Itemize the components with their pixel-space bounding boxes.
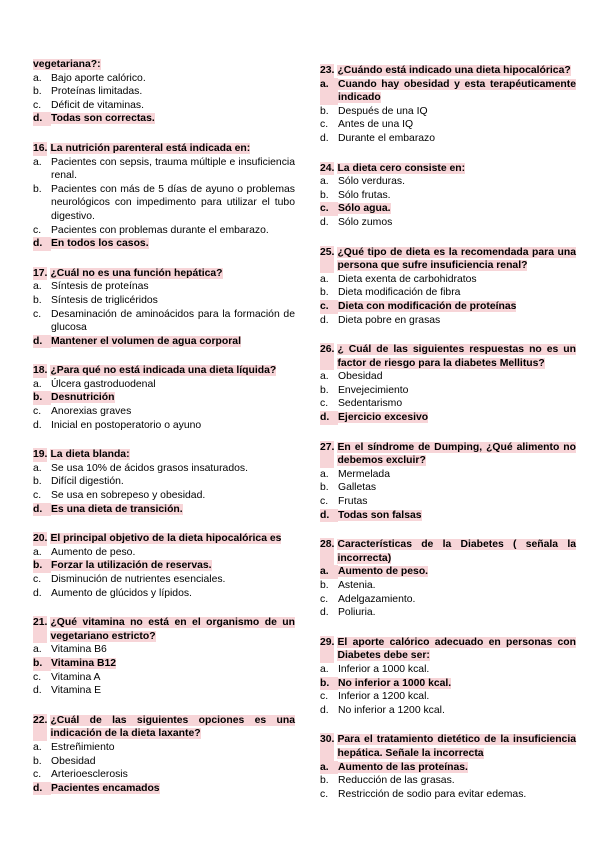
option-text: Durante el embarazo xyxy=(338,132,436,144)
question-q19 xyxy=(33,448,295,516)
option-letter: b. xyxy=(33,559,51,573)
option-text: Aumento de peso. xyxy=(338,566,429,578)
answer-option xyxy=(320,273,576,287)
question-stem xyxy=(320,441,576,468)
option-letter: d. xyxy=(33,782,51,796)
option-text: Todas son falsas xyxy=(338,509,422,521)
answer-option xyxy=(33,768,295,782)
option-text: Se usa en sobrepeso y obesidad. xyxy=(51,490,206,502)
question-text: Características de la Diabetes ( señala la incorrecta) xyxy=(337,539,576,564)
answer-option xyxy=(33,419,295,433)
option-text: Cuando hay obesidad y esta terapéuticamente indicado xyxy=(338,78,576,104)
answer-option xyxy=(320,788,576,802)
answer-option xyxy=(33,224,295,238)
answer-option xyxy=(33,85,295,99)
option-letter: a. xyxy=(320,468,329,480)
answer-option xyxy=(320,774,576,788)
option-letter: d. xyxy=(33,112,51,126)
option-letter: a. xyxy=(33,462,42,474)
option-letter: b. xyxy=(33,755,42,767)
option-text: Ejercicio excesivo xyxy=(338,412,429,424)
answer-option xyxy=(33,183,295,224)
answer-option xyxy=(33,573,295,587)
option-text: Desnutrición xyxy=(51,392,115,404)
option-letter: b. xyxy=(33,476,42,488)
option-text: Proteínas limitadas. xyxy=(51,86,143,98)
question-number: 28. xyxy=(320,538,334,565)
question-number: 21. xyxy=(33,616,47,643)
option-text: Astenia. xyxy=(338,580,376,591)
option-letter: b. xyxy=(33,294,42,306)
question-text: ¿Cuál no es una función hepática? xyxy=(50,267,223,279)
option-text: Disminución de nutrientes esenciales. xyxy=(51,574,226,585)
option-letter: a. xyxy=(33,644,42,656)
answer-option xyxy=(320,189,576,203)
answer-option xyxy=(33,280,295,294)
answer-option xyxy=(33,643,295,657)
option-letter: d. xyxy=(320,704,329,716)
option-letter: b. xyxy=(320,775,329,787)
answer-option xyxy=(320,384,576,398)
right-column xyxy=(320,64,576,817)
question-text: Para el tratamiento dietético de la insuficiencia hepática. Señale la incorrecta xyxy=(337,734,576,759)
option-text: No inferior a 1200 kcal. xyxy=(338,704,445,716)
answer-option-correct xyxy=(33,391,295,405)
option-text: Pacientes con sepsis, trauma múltiple e insuficiencia renal. xyxy=(51,156,295,182)
question-number: 30. xyxy=(320,733,334,760)
question-q21 xyxy=(33,616,295,698)
answer-option xyxy=(33,156,295,183)
question-text: vegetariana?: xyxy=(33,59,101,70)
question-number: 16. xyxy=(33,142,48,154)
answer-option xyxy=(320,579,576,593)
option-text: Aumento de las proteínas. xyxy=(338,761,468,773)
question-stem xyxy=(320,636,576,663)
question-q15-cont xyxy=(33,58,295,126)
option-letter: c. xyxy=(320,788,329,800)
answer-option xyxy=(33,308,295,335)
answer-option-correct xyxy=(320,509,576,523)
answer-option xyxy=(33,378,295,392)
option-letter: c. xyxy=(33,224,42,236)
question-number: 19. xyxy=(33,449,48,461)
option-text: Arterioesclerosis xyxy=(51,769,128,781)
answer-option xyxy=(33,462,295,476)
question-stem xyxy=(33,714,295,741)
answer-option-correct xyxy=(33,559,295,573)
answer-option xyxy=(33,755,295,769)
option-text: Estreñimiento xyxy=(51,741,115,753)
option-text: Sólo verduras. xyxy=(338,176,405,188)
option-letter: d. xyxy=(320,314,329,326)
option-text: Forzar la utilización de reservas. xyxy=(51,560,212,572)
option-letter: b. xyxy=(320,677,338,691)
option-letter: d. xyxy=(320,411,338,425)
option-text: Galletas xyxy=(338,482,377,494)
question-stem xyxy=(33,532,295,546)
answer-option xyxy=(33,587,295,601)
answer-option xyxy=(320,704,576,718)
option-text: Desaminación de aminoácidos para la formación de glucosa xyxy=(51,308,295,334)
option-letter: b. xyxy=(33,391,51,405)
option-text: Sólo agua. xyxy=(338,203,391,215)
answer-option xyxy=(33,72,295,86)
question-stem xyxy=(33,616,295,643)
option-text: Pacientes encamados xyxy=(51,782,160,794)
question-stem xyxy=(33,58,295,72)
option-letter: d. xyxy=(320,607,329,619)
question-number: 25. xyxy=(320,246,334,273)
option-letter: c. xyxy=(320,300,338,314)
option-letter: c. xyxy=(320,691,329,703)
option-letter: a. xyxy=(320,371,329,383)
option-letter: c. xyxy=(33,406,42,418)
option-text: No inferior a 1000 kcal. xyxy=(338,677,452,689)
question-q27 xyxy=(320,441,576,523)
question-stem xyxy=(33,448,295,462)
question-stem xyxy=(320,343,576,370)
option-letter: c. xyxy=(320,202,338,216)
answer-option-correct xyxy=(33,657,295,671)
option-text: Mantener el volumen de agua corporal xyxy=(51,335,241,347)
answer-option-correct xyxy=(33,503,295,517)
option-letter: b. xyxy=(320,482,329,494)
question-number: 23. xyxy=(320,65,335,76)
option-text: Síntesis de triglicéridos xyxy=(51,294,158,306)
question-q16 xyxy=(33,142,295,251)
answer-option xyxy=(320,663,576,677)
answer-option xyxy=(33,489,295,503)
option-letter: a. xyxy=(320,273,329,285)
answer-option xyxy=(33,546,295,560)
option-letter: d. xyxy=(33,587,42,599)
option-text: Dieta exenta de carbohidratos xyxy=(338,273,477,285)
option-letter: b. xyxy=(320,384,329,396)
question-text: La dieta cero consiste en: xyxy=(337,162,466,174)
option-text: Vitamina B6 xyxy=(51,644,107,656)
option-text: Sedentarismo xyxy=(338,398,403,410)
option-text: Úlcera gastroduodenal xyxy=(51,378,156,390)
option-letter: c. xyxy=(33,490,42,502)
answer-option xyxy=(33,475,295,489)
question-stem xyxy=(320,733,576,760)
option-letter: d. xyxy=(320,132,329,144)
answer-option-correct xyxy=(320,677,576,691)
option-letter: a. xyxy=(320,78,338,105)
option-letter: c. xyxy=(33,308,42,320)
option-text: Síntesis de proteínas xyxy=(51,281,149,293)
option-text: Obesidad xyxy=(51,755,96,767)
option-letter: a. xyxy=(320,176,329,188)
question-text: El aporte calórico adecuado en personas con Diabetes debe ser: xyxy=(337,636,576,662)
question-q17 xyxy=(33,267,295,349)
option-letter: a. xyxy=(320,761,338,775)
option-letter: c. xyxy=(33,671,42,683)
option-text: Todas son correctas. xyxy=(51,113,155,125)
answer-option xyxy=(320,690,576,704)
question-number: 26. xyxy=(320,343,334,370)
question-number: 27. xyxy=(320,441,334,468)
option-text: Reducción de las grasas. xyxy=(338,775,455,787)
option-text: Obesidad xyxy=(338,371,383,383)
option-text: Pacientes con problemas durante el embarazo. xyxy=(51,224,269,236)
question-text: ¿Qué tipo de dieta es la recomendada para una persona que sufre insuficiencia renal? xyxy=(337,246,576,272)
question-text: La dieta blanda: xyxy=(50,449,130,461)
question-q20 xyxy=(33,532,295,600)
option-letter: a. xyxy=(33,378,42,390)
answer-option xyxy=(320,118,576,132)
option-letter: c. xyxy=(33,99,42,111)
answer-option-correct xyxy=(320,300,576,314)
option-text: Sólo zumos xyxy=(338,216,393,228)
question-number: 18. xyxy=(33,365,48,377)
answer-option xyxy=(320,314,576,328)
option-letter: c. xyxy=(320,496,329,508)
answer-option xyxy=(320,468,576,482)
option-letter: a. xyxy=(33,156,42,168)
answer-option-correct xyxy=(33,112,295,126)
option-text: Inicial en postoperatorio o ayuno xyxy=(51,419,202,431)
question-stem xyxy=(320,162,576,176)
option-letter: b. xyxy=(320,580,329,591)
answer-option xyxy=(320,370,576,384)
answer-option xyxy=(320,397,576,411)
answer-option xyxy=(320,132,576,146)
question-text: En el síndrome de Dumping, ¿Qué alimento no debemos excluir? xyxy=(337,441,576,467)
option-text: En todos los casos. xyxy=(51,238,149,250)
option-letter: d. xyxy=(33,335,51,349)
option-text: Pacientes con más de 5 días de ayuno o problemas neurológicos con impedimento para utilizar el tubo digestivo. xyxy=(51,183,295,222)
option-text: Dieta con modificación de proteínas xyxy=(338,300,517,312)
answer-option-correct xyxy=(320,78,576,105)
option-text: Es una dieta de transición. xyxy=(51,503,183,515)
option-text: Difícil digestión. xyxy=(51,476,124,488)
option-letter: d. xyxy=(320,216,329,228)
option-text: Bajo aporte calórico. xyxy=(51,72,146,84)
question-q25 xyxy=(320,246,576,328)
question-q30 xyxy=(320,733,576,801)
option-letter: d. xyxy=(33,237,51,251)
option-text: Poliuria. xyxy=(338,607,376,619)
answer-option xyxy=(320,593,576,607)
question-text: ¿Qué vitamina no está en el organismo de un vegetariano estricto? xyxy=(50,617,295,642)
question-text: ¿Para qué no está indicada una dieta líquida? xyxy=(50,365,277,377)
option-text: Inferior a 1200 kcal. xyxy=(338,691,430,703)
answer-option-correct xyxy=(33,335,295,349)
option-text: Adelgazamiento. xyxy=(338,593,416,605)
option-letter: b. xyxy=(33,657,51,671)
answer-option xyxy=(320,495,576,509)
option-text: Dieta pobre en grasas xyxy=(338,314,441,326)
answer-option-correct xyxy=(33,237,295,251)
option-letter: c. xyxy=(320,119,329,131)
option-text: Se usa 10% de ácidos grasos insaturados. xyxy=(51,462,248,474)
answer-option-correct xyxy=(320,761,576,775)
option-text: Vitamina E xyxy=(51,685,102,697)
option-letter: a. xyxy=(33,546,42,558)
option-text: Dieta modificación de fibra xyxy=(338,287,461,299)
question-text: El principal objetivo de la dieta hipocalórica es xyxy=(50,533,282,545)
option-text: Frutas xyxy=(338,496,368,508)
option-text: Vitamina A xyxy=(51,671,101,683)
answer-option xyxy=(320,606,576,620)
answer-option xyxy=(320,481,576,495)
option-text: Envejecimiento xyxy=(338,384,409,396)
answer-option xyxy=(320,175,576,189)
question-number: 17. xyxy=(33,267,48,279)
option-letter: b. xyxy=(33,86,42,98)
question-number: 29. xyxy=(320,636,334,663)
option-text: Después de una IQ xyxy=(338,105,428,117)
option-letter: b. xyxy=(320,189,329,201)
answer-option xyxy=(320,216,576,230)
answer-option xyxy=(33,671,295,685)
option-letter: c. xyxy=(320,398,329,410)
question-number: 20. xyxy=(33,533,48,545)
answer-option-correct xyxy=(320,411,576,425)
option-letter: b. xyxy=(320,287,329,299)
answer-option xyxy=(320,105,576,119)
question-stem xyxy=(33,267,295,281)
option-letter: c. xyxy=(33,769,42,781)
question-q26 xyxy=(320,343,576,425)
left-column xyxy=(33,58,295,811)
question-stem xyxy=(320,64,576,78)
question-stem xyxy=(33,142,295,156)
question-q29 xyxy=(320,636,576,718)
option-text: Anorexias graves xyxy=(51,406,132,418)
question-stem xyxy=(33,364,295,378)
option-letter: d. xyxy=(33,503,51,517)
option-letter: b. xyxy=(33,183,42,195)
option-letter: a. xyxy=(33,72,42,84)
answer-option-correct xyxy=(320,202,576,216)
option-letter: d. xyxy=(320,509,338,523)
question-number: 24. xyxy=(320,162,335,174)
option-letter: d. xyxy=(33,685,42,697)
question-q23 xyxy=(320,64,576,146)
question-q18 xyxy=(33,364,295,432)
option-text: Sólo frutas. xyxy=(338,189,391,201)
option-letter: a. xyxy=(33,741,42,753)
option-text: Antes de una IQ xyxy=(338,119,414,131)
question-number: 22. xyxy=(33,714,47,741)
question-q28 xyxy=(320,538,576,620)
question-text: ¿Cuál de las siguientes opciones es una indicación de la dieta laxante? xyxy=(50,714,295,740)
answer-option-correct xyxy=(33,782,295,796)
option-text: Restricción de sodio para evitar edemas. xyxy=(338,788,527,800)
question-text: La nutrición parenteral está indicada en: xyxy=(50,142,251,154)
answer-option-correct xyxy=(320,565,576,579)
option-letter: a. xyxy=(320,663,329,675)
option-letter: a. xyxy=(33,281,42,293)
option-letter: b. xyxy=(320,105,329,117)
question-stem xyxy=(320,246,576,273)
answer-option xyxy=(33,684,295,698)
option-letter: d. xyxy=(33,419,42,431)
option-text: Aumento de glúcidos y lípidos. xyxy=(51,587,192,599)
answer-option xyxy=(33,294,295,308)
option-letter: a. xyxy=(320,565,338,579)
option-text: Déficit de vitaminas. xyxy=(51,99,144,111)
option-letter: c. xyxy=(320,593,329,605)
option-text: Mermelada xyxy=(338,468,390,480)
option-text: Inferior a 1000 kcal. xyxy=(338,663,430,675)
question-text: ¿ Cuál de las siguientes respuestas no es un factor de riesgo para la diabetes Mellitus? xyxy=(337,344,576,369)
answer-option xyxy=(320,286,576,300)
answer-option xyxy=(33,741,295,755)
question-q24 xyxy=(320,162,576,230)
question-text: ¿Cuándo está indicado una dieta hipocalórica? xyxy=(337,65,571,76)
answer-option xyxy=(33,405,295,419)
option-text: Aumento de peso. xyxy=(51,546,136,558)
question-stem xyxy=(320,538,576,565)
answer-option xyxy=(33,99,295,113)
question-q22 xyxy=(33,714,295,796)
option-text: Vitamina B12 xyxy=(51,657,117,669)
option-letter: c. xyxy=(33,574,42,585)
